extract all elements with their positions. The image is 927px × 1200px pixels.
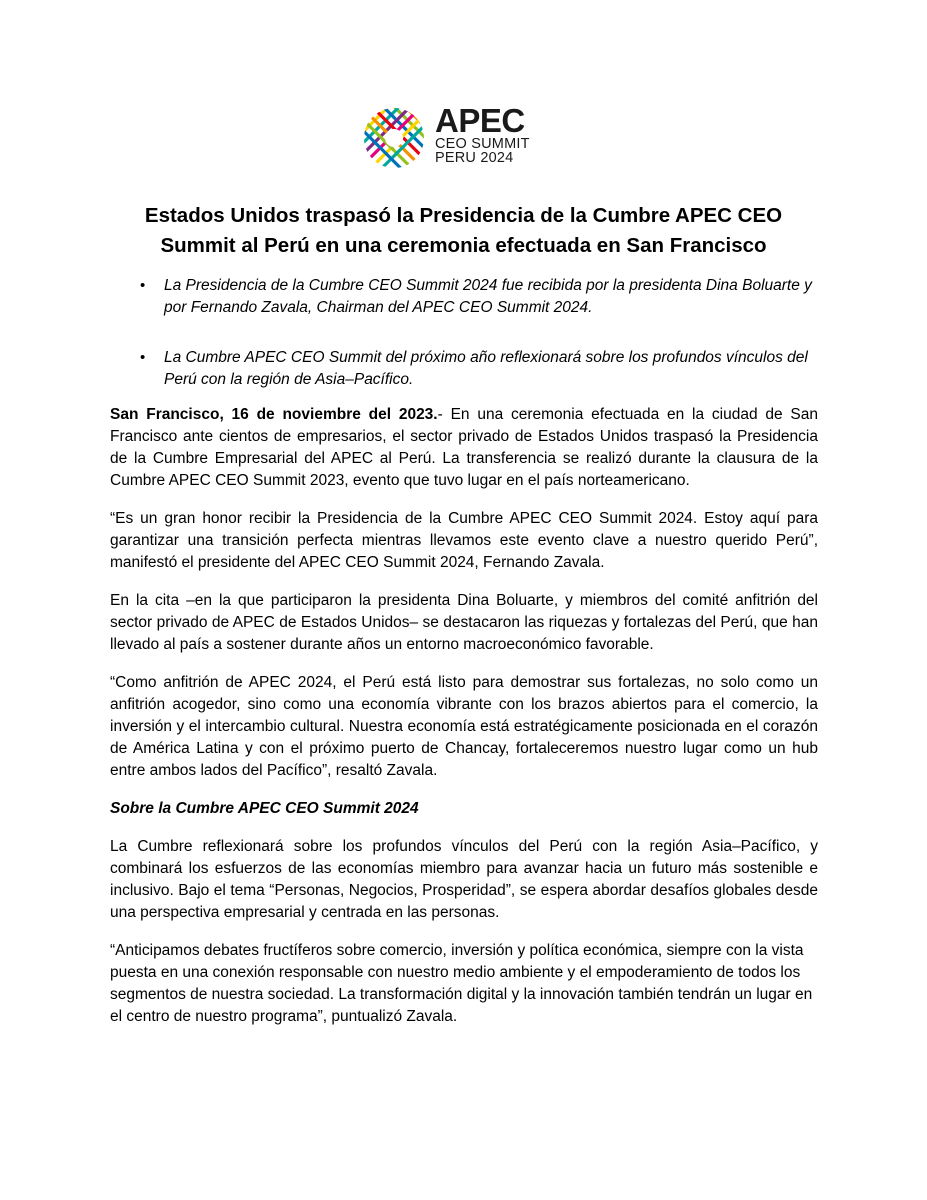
logo-subtitle-line1: CEO SUMMIT: [435, 136, 530, 152]
dateline: San Francisco, 16 de noviembre del 2023.: [110, 406, 438, 423]
emblem-center: [385, 129, 403, 147]
section-subheading: Sobre la Cumbre APEC CEO Summit 2024: [110, 800, 419, 817]
apec-emblem-icon: [362, 106, 426, 170]
document-title: Estados Unidos traspasó la Presidencia de la Cumbre APEC CEO Summit al Perú en una ceremonia efectuada en San Francisco: [144, 204, 783, 257]
document-body: [110, 404, 818, 1044]
paragraph: En la cita –en la que participaron la presidenta Dina Boluarte, y miembros del comité anfitrión del sector privado de APEC de Estados Unidos– se destacaron las riquezas y fortalezas del Perú, que han llevado al país a sostener durante años un entorno macroeconómico favorable.: [110, 592, 818, 653]
apec-logo: [362, 102, 532, 170]
logo-apec-text: APEC: [435, 102, 525, 139]
logo-wordmark: [435, 104, 530, 165]
paragraph: “Como anfitrión de APEC 2024, el Perú está listo para demostrar sus fortalezas, no solo como un anfitrión acogedor, sino como una economía vibrante con los brazos abiertos para el comercio, la inversión y el intercambio cultural. Nuestra economía está estratégicamente posicionada en el corazón de América Latina y con el próximo puerto de Chancay, fortaleceremos nuestro lugar como un hub entre ambos lados del Pacífico”, resaltó Zavala.: [110, 674, 818, 779]
bullet-item: • La Presidencia de la Cumbre CEO Summit 2024 fue recibida por la presidenta Dina Boluarte y por Fernando Zavala, Chairman del APEC CEO Summit 2024.: [110, 275, 820, 319]
paragraph: La Cumbre reflexionará sobre los profundos vínculos del Perú con la región Asia–Pacífico, y combinará los esfuerzos de las economías miembro para avanzar hacia un futuro más sostenible e inclusivo. Bajo el tema “Personas, Negocios, Prosperidad”, se espera abordar desafíos globales desde una perspectiva empresarial y centrada en las personas.: [110, 838, 818, 921]
paragraph-lead-text: - En una ceremonia efectuada en la ciudad de San Francisco ante cientos de empresarios, el sector privado de Estados Unidos traspasó la Presidencia de la Cumbre Empresarial del APEC al Perú. La transferencia se realizó durante la clausura de la Cumbre APEC CEO Summit 2023, evento que tuvo lugar en el país norteamericano.: [110, 406, 818, 489]
paragraph: “Anticipamos debates fructíferos sobre comercio, inversión y política económica, siempre con la vista puesta en una conexión responsable con nuestro medio ambiente y el empoderamiento de todos los segmentos de nuestra sociedad. La transformación digital y la innovación también tendrán un lugar en el centro de nuestro programa”, puntualizó Zavala.: [110, 942, 813, 1025]
highlight-bullets: [110, 275, 820, 419]
bullet-item: • La Cumbre APEC CEO Summit del próximo año reflexionará sobre los profundos vínculos del Perú con la región de Asia–Pacífico.: [110, 347, 820, 391]
paragraph-lead: [110, 404, 818, 492]
paragraph: “Es un gran honor recibir la Presidencia de la Cumbre APEC CEO Summit 2024. Estoy aquí para garantizar una transición perfecta mientras llevamos este evento clave a nuestro querido Perú”, manifestó el presidente del APEC CEO Summit 2024, Fernando Zavala.: [110, 510, 818, 571]
logo-subtitle-line2: PERU 2024: [435, 150, 514, 166]
